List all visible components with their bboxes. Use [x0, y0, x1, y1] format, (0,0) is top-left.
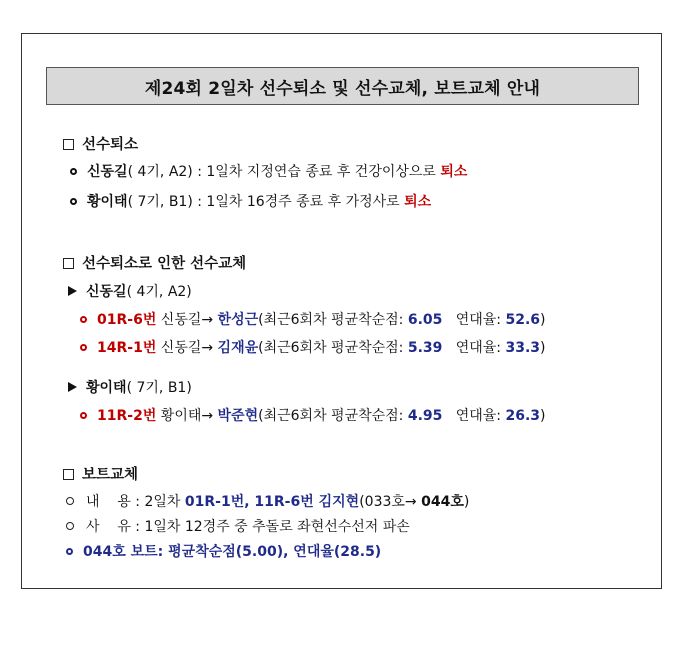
race-number: 01R-6번 [97, 312, 157, 328]
avg-score: 6.05 [407, 312, 443, 328]
bullet-circle-icon [70, 168, 77, 175]
player-name: 신동길 [87, 164, 128, 180]
section-withdrawal-title: 선수퇴소 [82, 137, 139, 153]
rate-value: 52.6 [505, 312, 541, 328]
withdrawal-item [70, 193, 431, 211]
boat-content-line [66, 493, 469, 511]
player-info: ( 4기, A2) [126, 284, 192, 300]
player-info: ( 7기, B1) [126, 380, 192, 396]
section-replacement-title: 선수퇴소로 인한 선수교체 [82, 256, 247, 272]
new-player: 김재윤 [217, 340, 259, 356]
replacement-row [80, 407, 545, 425]
avg-score: 4.95 [407, 408, 443, 424]
close-paren: ) [540, 312, 546, 328]
replacement-row [80, 311, 545, 329]
withdrawal-item [70, 163, 467, 181]
stats-label: (최근6회차 평균착순점: [258, 408, 408, 424]
boat-summary-line [66, 543, 381, 561]
bullet-circle-icon [80, 316, 87, 323]
content-boat: 044호 [421, 494, 464, 510]
player-name: 황이태 [87, 194, 128, 210]
triangle-right-icon [68, 382, 77, 392]
checkbox-square-icon [63, 139, 74, 150]
race-number: 14R-1번 [97, 340, 157, 356]
withdrawal-info: ( 7기, B1) : 1일차 16경주 종료 후 가정사로 [127, 194, 405, 210]
section-boat-heading [63, 466, 138, 484]
replaced-player: 신동길→ [156, 312, 218, 328]
stats-label: (최근6회차 평균착순점: [258, 340, 408, 356]
replaced-player: 신동길→ [156, 340, 218, 356]
rate-value: 33.3 [505, 340, 541, 356]
content-races: 01R-1번, 11R-6번 김지현 [184, 494, 360, 510]
boat-summary: 044호 보트: 평균착순점(5.00), 연대율(28.5) [83, 544, 382, 560]
checkbox-square-icon [63, 258, 74, 269]
new-player: 박준현 [217, 408, 259, 424]
bullet-circle-icon [66, 548, 73, 555]
boat-reason-line [66, 518, 410, 536]
section-withdrawal-heading [63, 136, 138, 154]
content-label: 내 용 : 2일차 [86, 494, 185, 510]
checkbox-square-icon [63, 469, 74, 480]
new-player: 한성근 [217, 312, 259, 328]
bullet-circle-icon [70, 198, 77, 205]
player-name: 신동길 [86, 284, 127, 300]
rate-label: 연대율: [442, 312, 506, 328]
rate-label: 연대율: [442, 408, 506, 424]
bullet-circle-icon [80, 344, 87, 351]
close-paren: ) [540, 408, 546, 424]
withdrawal-status: 퇴소 [404, 194, 432, 210]
bullet-circle-icon [66, 497, 74, 505]
stats-label: (최근6회차 평균착순점: [258, 312, 408, 328]
page-title: 제24회 2일차 선수퇴소 및 선수교체, 보트교체 안내 [46, 67, 639, 105]
section-replacement-heading [63, 255, 246, 273]
close-paren: ) [540, 340, 546, 356]
player-name: 황이태 [86, 380, 127, 396]
content-end: ) [463, 494, 470, 510]
avg-score: 5.39 [407, 340, 443, 356]
bullet-circle-icon [80, 412, 87, 419]
withdrawal-status: 퇴소 [440, 164, 468, 180]
replaced-player: 황이태→ [156, 408, 218, 424]
rate-value: 26.3 [505, 408, 541, 424]
replacement-group-header [68, 379, 192, 397]
withdrawal-info: ( 4기, A2) : 1일차 지정연습 종료 후 건강이상으로 [127, 164, 441, 180]
replacement-row [80, 339, 545, 357]
rate-label: 연대율: [442, 340, 506, 356]
content-mid: (033호→ [359, 494, 422, 510]
bullet-circle-icon [66, 522, 74, 530]
section-boat-title: 보트교체 [82, 467, 139, 483]
reason-text: 사 유 : 1일차 12경주 중 추돌로 좌현선수선저 파손 [86, 519, 410, 535]
triangle-right-icon [68, 286, 77, 296]
race-number: 11R-2번 [97, 408, 157, 424]
replacement-group-header [68, 283, 192, 301]
